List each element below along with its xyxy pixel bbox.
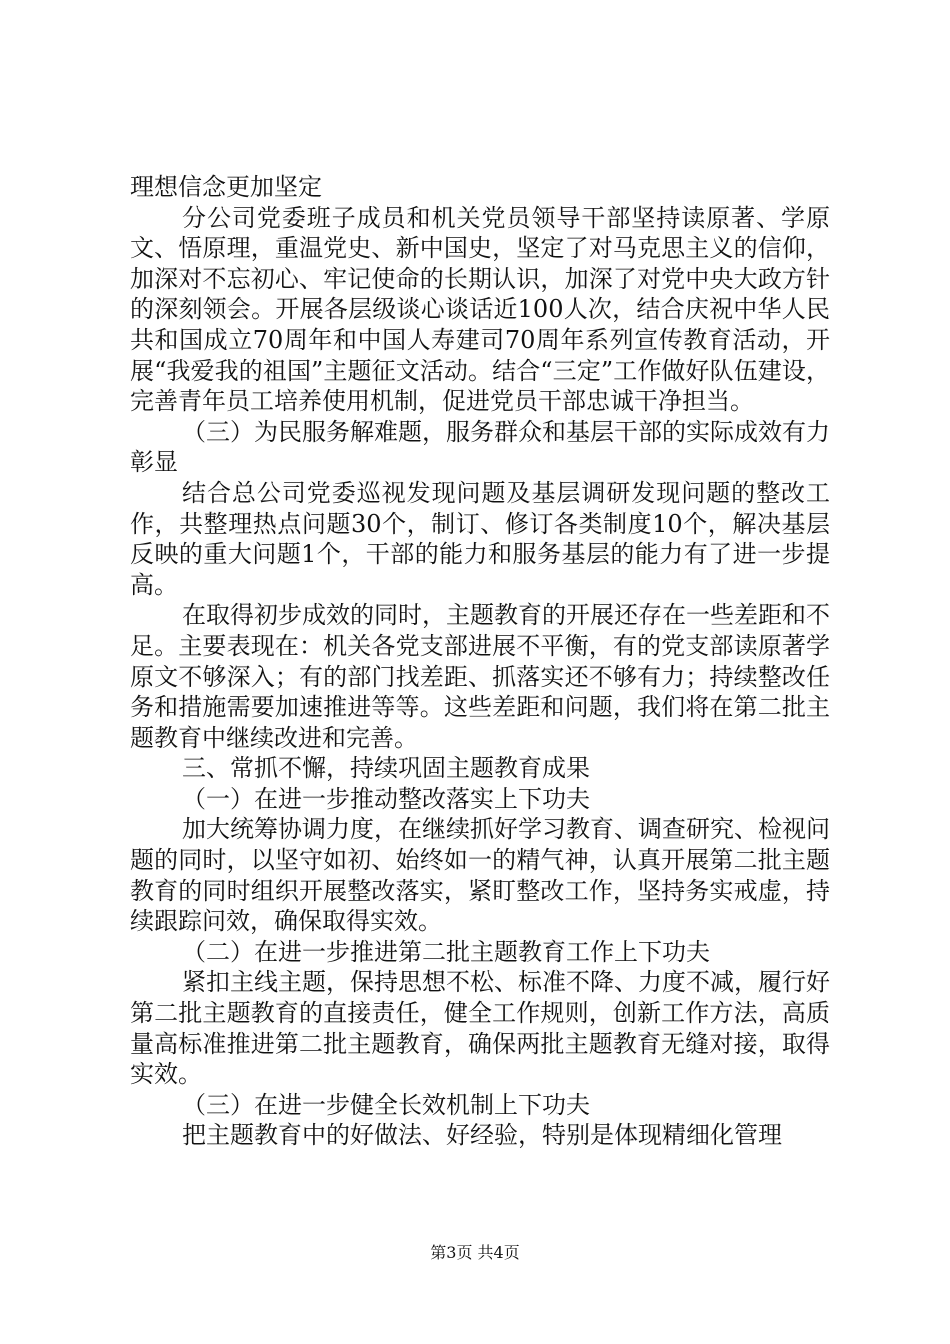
- paragraph-7: 紧扣主线主题，保持思想不松、标准不降、力度不减，履行好第二批主题教育的直接责任，健全工作规则，创新工作方法，高质量高标准推进第二批主题教育，确保两批主题教育无缝对接，取得实效。: [130, 968, 830, 1089]
- page-footer: 第3页 共4页: [430, 1243, 520, 1262]
- paragraph-8: 把主题教育中的好做法、好经验，特别是体现精细化管理: [182, 1121, 782, 1150]
- section-heading-main-3: 三、常抓不懈，持续巩固主题教育成果: [182, 754, 590, 783]
- section-heading-3: （三）为民服务解难题，服务群众和基层干部的实际成效有力彰显: [130, 417, 830, 477]
- paragraph-6: 加大统筹协调力度，在继续抓好学习教育、调查研究、检视问题的同时，以坚守如初、始终如一的精气神，认真开展第二批主题教育的同时组织开展整改落实，紧盯整改工作，坚持务实戒虚，持续跟踪问效，确保取得实效。: [130, 815, 830, 936]
- paragraph-4: 结合总公司党委巡视发现问题及基层调研发现问题的整改工作，共整理热点问题30个，制订、修订各类制度10个，解决基层反映的重大问题1个，干部的能力和服务基层的能力有了进一步提高。: [130, 478, 830, 599]
- subheading-3: （三）在进一步健全长效机制上下功夫: [182, 1090, 590, 1119]
- paragraph-5: 在取得初步成效的同时，主题教育的开展还存在一些差距和不足。主要表现在：机关各党支部进展不平衡，有的党支部读原著学原文不够深入；有的部门找差距、抓落实还不够有力；持续整改任务和措施需要加速推进等等。这些差距和问题，我们将在第二批主题教育中继续改进和完善。: [130, 601, 830, 752]
- paragraph-2: 分公司党委班子成员和机关党员领导干部坚持读原著、学原文、悟原理，重温党史、新中国史，坚定了对马克思主义的信仰，加深对不忘初心、牢记使命的长期认识，加深了对党中央大政方针的深刻领会。开展各层级谈心谈话近100人次，结合庆祝中华人民共和国成立70周年和中国人寿建司70周年系列宣传教育活动，开展“我爱我的祖国”主题征文活动。结合“三定”工作做好队伍建设，完善青年员工培养使用机制，促进党员干部忠诚干净担当。: [130, 203, 830, 416]
- subheading-2: （二）在进一步推进第二批主题教育工作上下功夫: [182, 937, 710, 966]
- document-body: [130, 172, 830, 1151]
- paragraph-1: 理想信念更加坚定: [130, 173, 322, 201]
- subheading-1: （一）在进一步推动整改落实上下功夫: [182, 784, 590, 813]
